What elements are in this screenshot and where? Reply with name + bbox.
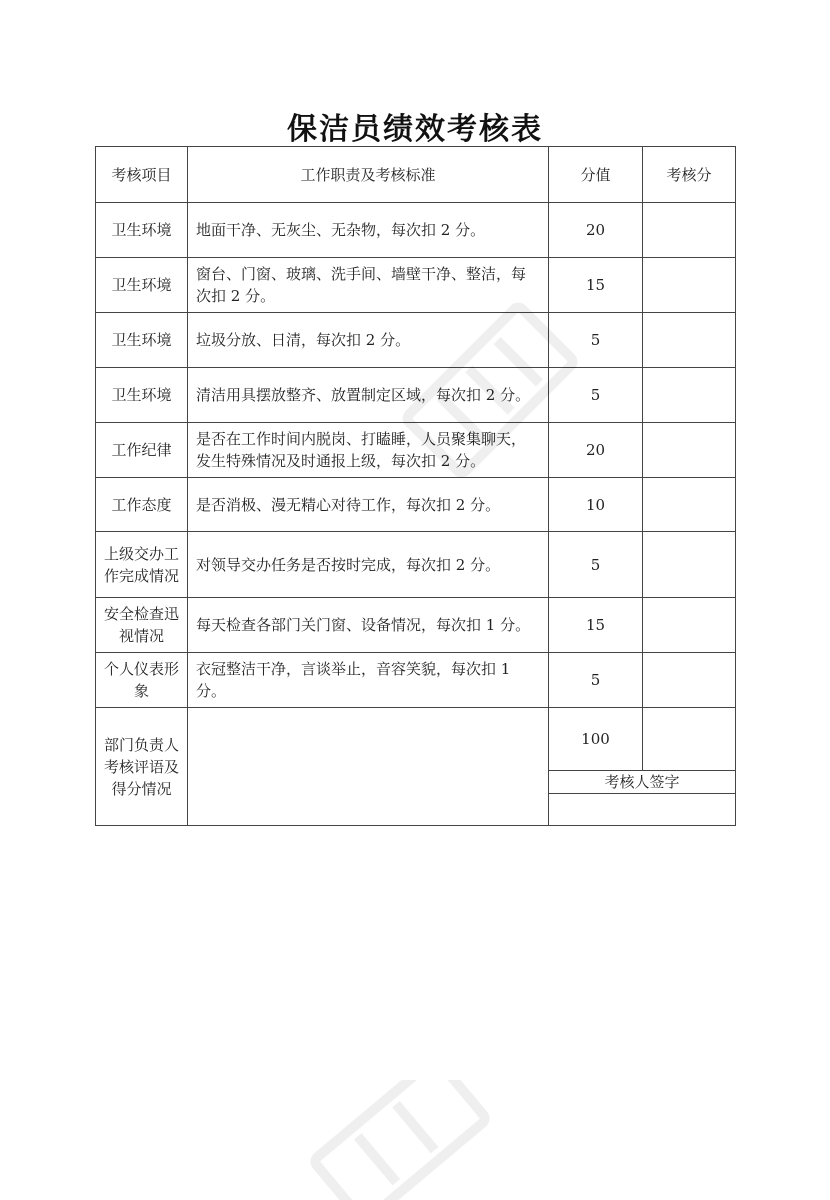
row-value: 15: [549, 258, 643, 313]
row-value: 10: [549, 478, 643, 532]
signature-cell[interactable]: [549, 794, 736, 826]
header-value: 分值: [549, 147, 643, 203]
row-item: 上级交办工作完成情况: [96, 532, 188, 598]
table-row: [96, 653, 736, 708]
row-item: 个人仪表形象: [96, 653, 188, 708]
row-item: 安全检查迅视情况: [96, 598, 188, 653]
row-score-cell[interactable]: [643, 598, 736, 653]
row-score-cell[interactable]: [643, 203, 736, 258]
watermark-logo: [300, 1080, 500, 1200]
row-item: 卫生环境: [96, 203, 188, 258]
row-score-cell[interactable]: [643, 258, 736, 313]
table-row: [96, 598, 736, 653]
row-value: 15: [549, 598, 643, 653]
signature-label: 考核人签字: [549, 771, 736, 794]
header-score: 考核分: [643, 147, 736, 203]
row-value: 5: [549, 653, 643, 708]
table-row: [96, 313, 736, 368]
row-score-cell[interactable]: [643, 532, 736, 598]
total-score-cell[interactable]: [643, 708, 736, 771]
row-value: 20: [549, 423, 643, 478]
row-standard: 地面干净、无灰尘、无杂物，每次扣 2 分。: [188, 203, 549, 258]
row-score-cell[interactable]: [643, 478, 736, 532]
row-value: 5: [549, 532, 643, 598]
header-standard: 工作职责及考核标准: [188, 147, 549, 203]
table-row: [96, 258, 736, 313]
footer-item: 部门负责人考核评语及得分情况: [96, 708, 188, 826]
row-item: 工作纪律: [96, 423, 188, 478]
table-header-row: [96, 147, 736, 203]
evaluation-table: [95, 146, 736, 826]
row-value: 5: [549, 313, 643, 368]
row-standard: 窗台、门窗、玻璃、洗手间、墙壁干净、整洁，每次扣 2 分。: [188, 258, 549, 313]
row-standard: 清洁用具摆放整齐、放置制定区域，每次扣 2 分。: [188, 368, 549, 423]
row-standard: 每天检查各部门关门窗、设备情况，每次扣 1 分。: [188, 598, 549, 653]
footer-row: [96, 708, 736, 771]
comment-cell[interactable]: [188, 708, 549, 826]
row-standard: 是否在工作时间内脱岗、打瞌睡，人员聚集聊天，发生特殊情况及时通报上级，每次扣 2 分。: [188, 423, 549, 478]
row-standard: 是否消极、漫无精心对待工作，每次扣 2 分。: [188, 478, 549, 532]
row-value: 5: [549, 368, 643, 423]
row-standard: 垃圾分放、日清，每次扣 2 分。: [188, 313, 549, 368]
row-score-cell[interactable]: [643, 653, 736, 708]
total-value: 100: [549, 708, 643, 771]
row-value: 20: [549, 203, 643, 258]
row-item: 工作态度: [96, 478, 188, 532]
table-row: [96, 532, 736, 598]
page-title: 保洁员绩效考核表: [287, 112, 543, 147]
table-row: [96, 368, 736, 423]
row-standard: 对领导交办任务是否按时完成，每次扣 2 分。: [188, 532, 549, 598]
header-item: 考核项目: [96, 147, 188, 203]
row-item: 卫生环境: [96, 313, 188, 368]
table-row: [96, 478, 736, 532]
row-standard: 衣冠整洁干净，言谈举止，音容笑貌，每次扣 1 分。: [188, 653, 549, 708]
row-item: 卫生环境: [96, 368, 188, 423]
row-item: 卫生环境: [96, 258, 188, 313]
table-row: [96, 423, 736, 478]
row-score-cell[interactable]: [643, 423, 736, 478]
table-row: [96, 203, 736, 258]
row-score-cell[interactable]: [643, 313, 736, 368]
row-score-cell[interactable]: [643, 368, 736, 423]
